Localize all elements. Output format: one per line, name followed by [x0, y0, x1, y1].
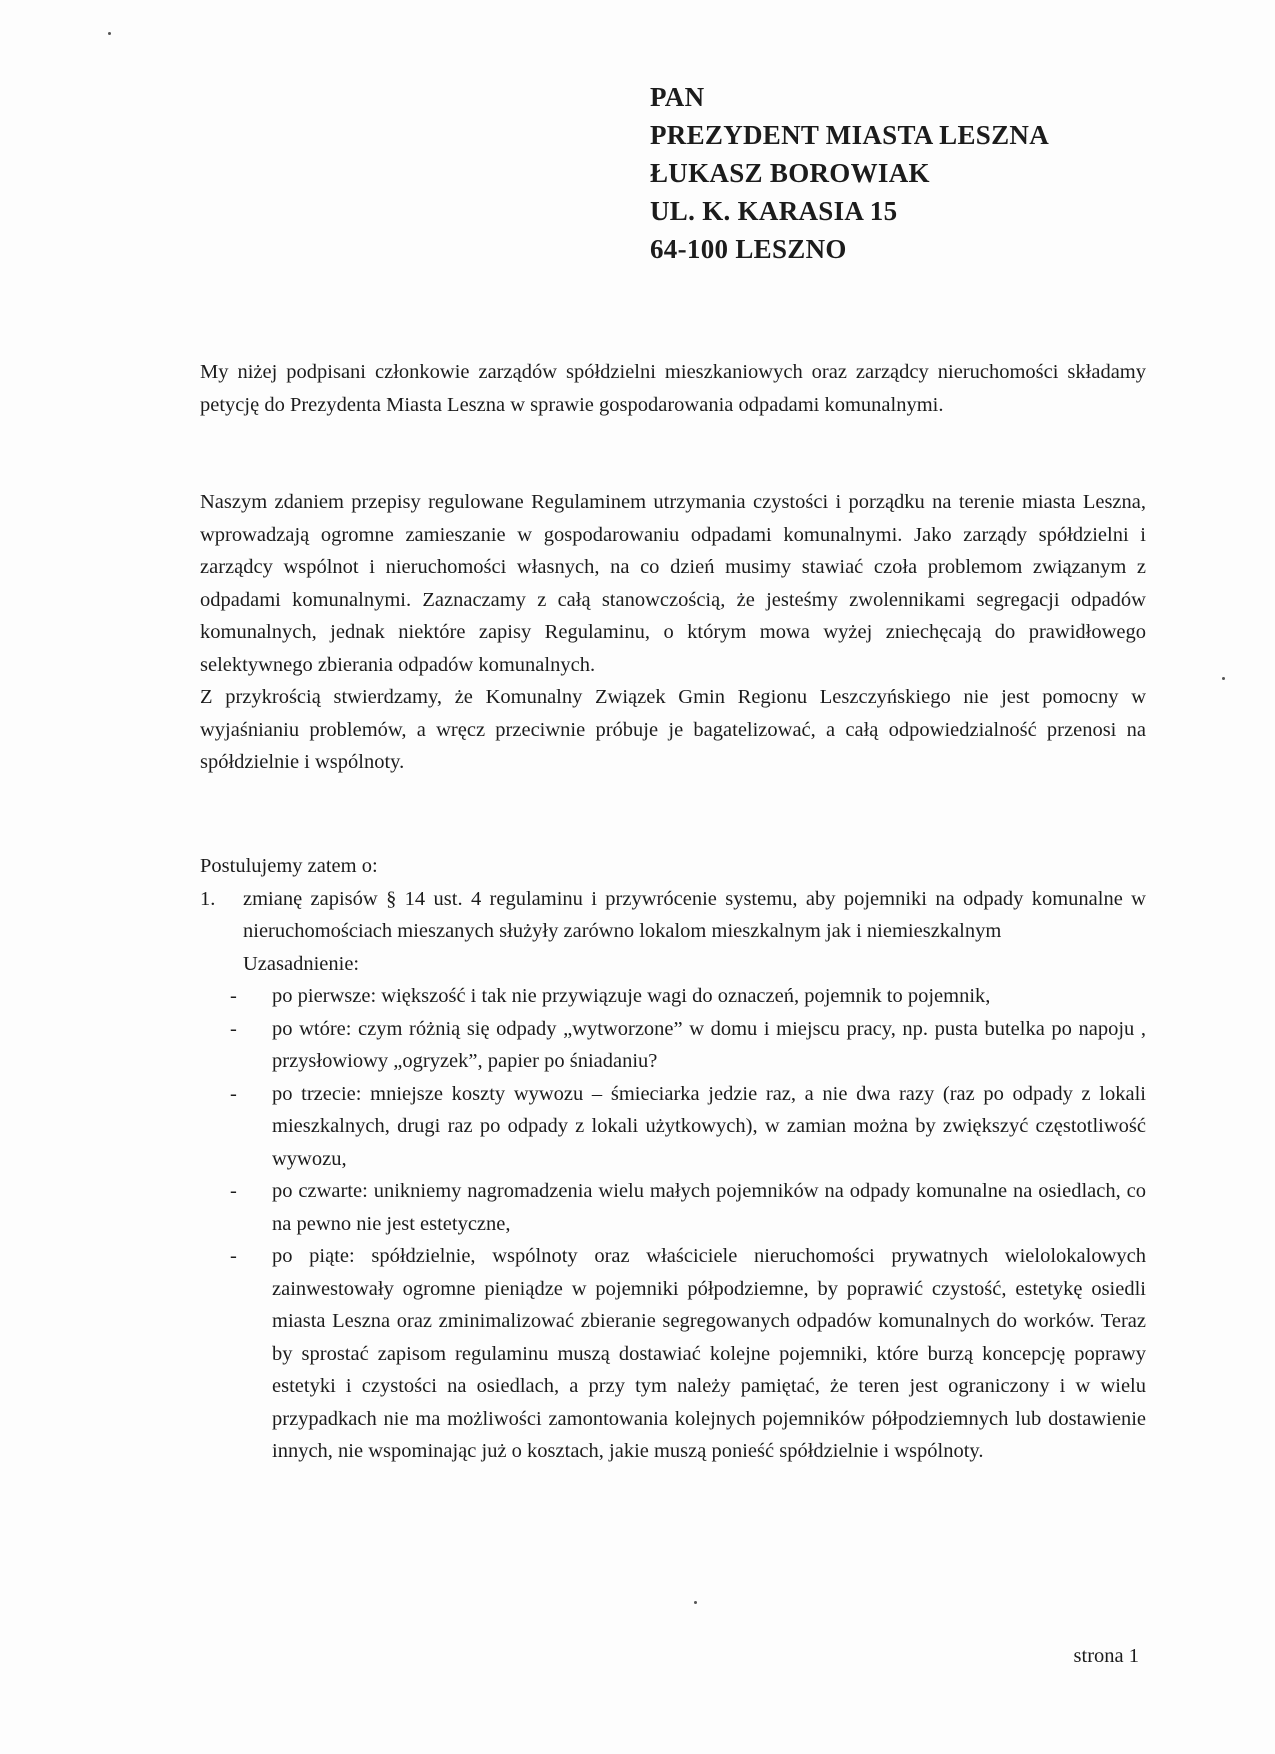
dash-bullet: -: [230, 1017, 237, 1040]
address-line-title: PREZYDENT MIASTA LESZNA: [650, 120, 1049, 150]
justification-list: [200, 980, 1146, 1468]
justification-point-text: po wtóre: czym różnią się odpady „wytworzone” w domu i miejscu pracy, np. pusta butelka po napoju , przysłowiowy „ogryzek”, papier po śniadaniu?: [272, 1017, 1146, 1072]
justification-point: [200, 1175, 1146, 1240]
recipient-address: [650, 78, 1049, 268]
address-line-city: 64-100 LESZNO: [650, 234, 847, 264]
address-line-name: ŁUKASZ BOROWIAK: [650, 158, 930, 188]
dash-bullet: -: [230, 985, 237, 1007]
justification-point: [200, 1078, 1146, 1176]
justification-label: Uzasadnienie:: [243, 952, 360, 975]
dash-bullet: -: [230, 1180, 237, 1202]
page-number: strona 1: [1073, 1645, 1139, 1667]
dash-bullet: -: [230, 1245, 237, 1267]
justification-point-text: po trzecie: mniejsze koszty wywozu – śmieciarka jedzie raz, a nie dwa razy (raz po odpady z lokali mieszkalnych, drugi raz po odpady z lokali użytkowych), w zamian można by zwiększyć częstotliwość wywozu,: [272, 1082, 1146, 1170]
justification-point: [200, 1013, 1146, 1078]
justification-point: [200, 980, 1146, 1013]
address-line-street: UL. K. KARASIA 15: [650, 196, 898, 226]
postulate-section: [200, 850, 1146, 1468]
postulate-item-text: zmianę zapisów § 14 ust. 4 regulaminu i przywrócenie systemu, aby pojemniki na odpady komunalne w nieruchomościach mieszanych służyły zarówno lokalom mieszkalnym jak i niemieszkalnym: [243, 887, 1146, 942]
scan-speck: [1222, 677, 1225, 680]
intro-paragraph: My niżej podpisani członkowie zarządów spółdzielni mieszkaniowych oraz zarządcy nieruchomości składamy petycję do Prezydenta Miasta Leszna w sprawie gospodarowania odpadami komunalnymi.: [200, 361, 1146, 416]
justification-point-text: po czwarte: unikniemy nagromadzenia wielu małych pojemników na odpady komunalne na osiedlach, co na pewno nie jest estetyczne,: [272, 1180, 1146, 1235]
postulate-heading: Postulujemy zatem o:: [200, 855, 378, 877]
complaint-paragraph: Z przykrością stwierdzamy, że Komunalny Związek Gmin Regionu Leszczyńskiego nie jest pomocny w wyjaśnianiu problemów, a wręcz przeciwnie próbuje je bagatelizować, a całą odpowiedzialność przenosi na spółdzielnie i wspólnoty.: [200, 686, 1146, 773]
address-line-salutation: PAN: [650, 82, 705, 112]
scan-speck: [694, 1601, 697, 1604]
postulate-item-1: [200, 883, 1146, 981]
dash-bullet: -: [230, 1082, 237, 1105]
problem-paragraph: Naszym zdaniem przepisy regulowane Regulaminem utrzymania czystości i porządku na terenie miasta Leszna, wprowadzają ogromne zamieszanie w gospodarowaniu odpadami komunalnymi. Jako zarządy spółdzielni i zarządcy wspólnot i nieruchomości własnych, na co dzień musimy stawiać czoła problemom związanym z odpadami komunalnymi. Zaznaczamy z całą stanowczością, że jesteśmy zwolennikami segregacji odpadów komunalnych, jednak niektóre zapisy Regulaminu, o którym mowa wyżej zniechęcają do prawidłowego selektywnego zbierania odpadów komunalnych.: [200, 491, 1146, 676]
justification-point: [200, 1240, 1146, 1468]
justification-point-text: po piąte: spółdzielnie, wspólnoty oraz właściciele nieruchomości prywatnych wielolokalowych zainwestowały ogromne pieniądze w pojemniki półpodziemne, by poprawić czystość, estetykę osiedli miasta Leszna oraz zminimalizować zbieranie segregowanych odpadów komunalnych do worków. Teraz by sprostać zapisom regulaminu muszą dostawiać kolejne pojemniki, które burzą koncepcję poprawy estetyki i czystości na osiedlach, a przy tym należy pamiętać, że teren jest ograniczony i w wielu przypadkach nie ma możliwości zamontowania kolejnych pojemników półpodziemnych lub dostawienie innych, nie wspominając już o kosztach, jakie muszą ponieść spółdzielnie i wspólnoty.: [272, 1245, 1146, 1462]
intro-section: [200, 356, 1146, 421]
justification-point-text: po pierwsze: większość i tak nie przywiązuje wagi do oznaczeń, pojemnik to pojemnik,: [272, 985, 991, 1007]
problem-section: [200, 486, 1146, 779]
list-number: 1.: [200, 887, 216, 910]
scan-speck: [108, 32, 111, 35]
